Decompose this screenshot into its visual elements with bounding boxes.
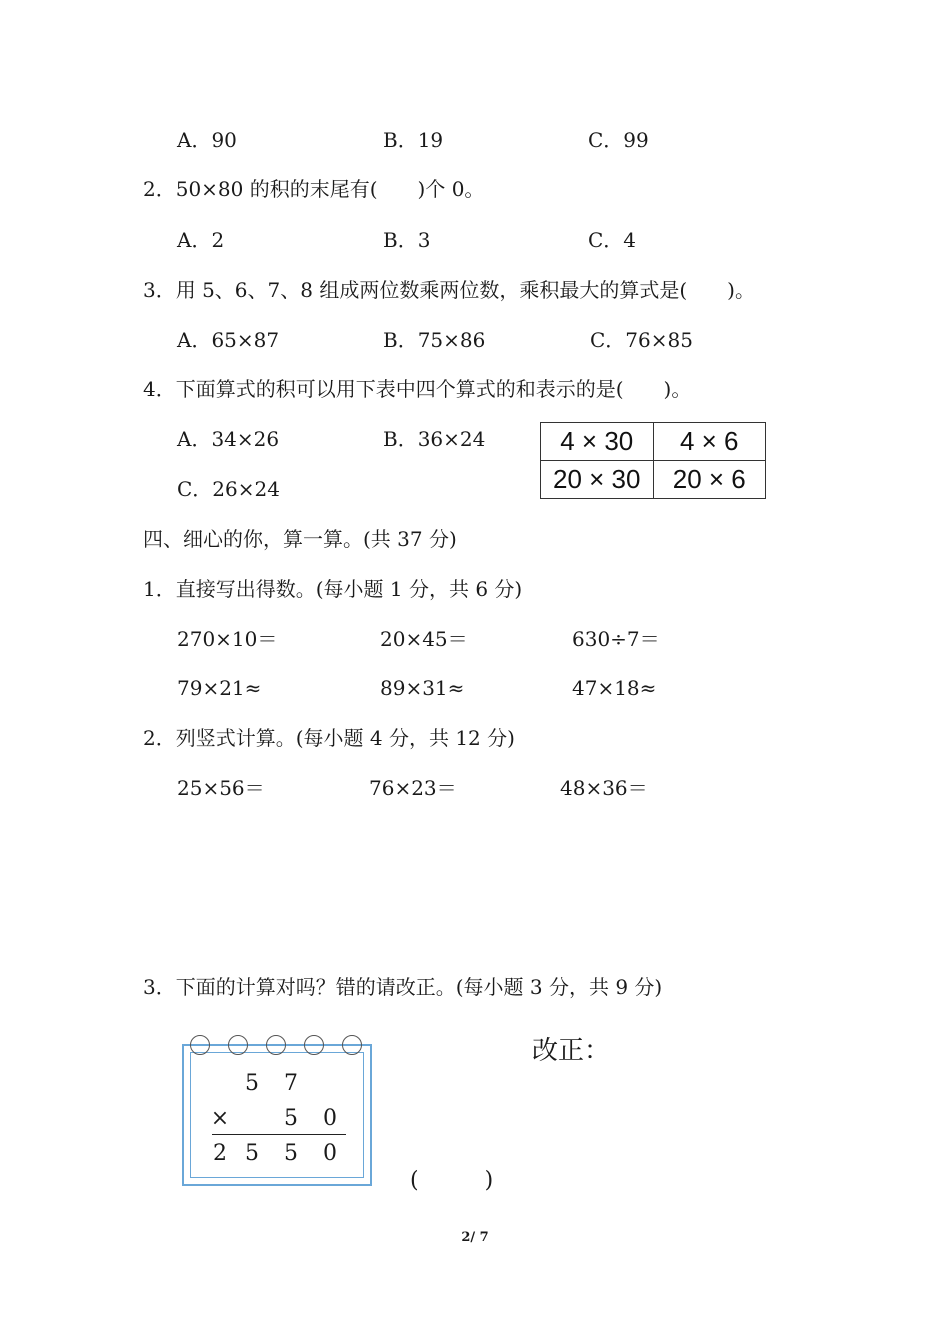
p3-stem: 3．下面的计算对吗？错的请改正。(每小题 3 分，共 9 分) (143, 975, 663, 999)
table-cell: 20 × 6 (653, 461, 766, 499)
p1-item: 79×21≈ (177, 676, 262, 700)
q1-option-c: C．99 (588, 128, 649, 152)
product-table (540, 422, 766, 499)
q3-option-c: C．76×85 (590, 328, 693, 352)
q2-option-c: C．4 (588, 228, 637, 252)
q3-option-a: A．65×87 (177, 328, 280, 352)
section4-title: 四、细心的你，算一算。(共 37 分) (143, 527, 457, 551)
q4-option-a: A．34×26 (177, 427, 280, 451)
q2-stem: 2．50×80 的积的末尾有( )个 0。 (143, 177, 485, 201)
table-cell: 4 × 6 (653, 423, 766, 461)
times-sign: × (210, 1106, 230, 1131)
p1-item: 20×45＝ (380, 627, 468, 651)
p1-item: 270×10＝ (177, 627, 278, 651)
page-number: 2/ 7 (461, 1230, 489, 1245)
q4-option-c: C．26×24 (177, 477, 280, 501)
p2-item: 48×36＝ (560, 776, 648, 800)
q1-option-b: B．19 (383, 128, 444, 152)
table-cell: 4 × 30 (541, 423, 654, 461)
q4-stem: 4．下面算式的积可以用下表中四个算式的和表示的是( )。 (143, 377, 692, 401)
p2-item: 76×23＝ (369, 776, 457, 800)
q1-option-a: A．90 (177, 128, 237, 152)
calc-digit: 2 (213, 1141, 227, 1166)
p2-item: 25×56＝ (177, 776, 265, 800)
calc-digit: 5 (284, 1141, 298, 1166)
ring-icon (342, 1035, 362, 1055)
p1-item: 89×31≈ (380, 676, 465, 700)
correction-label: 改正： (532, 1036, 611, 1066)
q2-option-b: B．3 (383, 228, 431, 252)
q4-option-b: B．36×24 (383, 427, 486, 451)
calc-digit: 0 (323, 1106, 337, 1131)
q2-option-a: A．2 (177, 228, 225, 252)
calc-rule (212, 1134, 346, 1135)
calc-digit: 0 (323, 1141, 337, 1166)
ring-icon (266, 1035, 286, 1055)
q3-stem: 3．用 5、6、7、8 组成两位数乘两位数，乘积最大的算式是( )。 (143, 278, 755, 302)
judge-bracket[interactable]: ( ) (410, 1168, 494, 1193)
ring-icon (190, 1035, 210, 1055)
p1-stem: 1．直接写出得数。(每小题 1 分，共 6 分) (143, 577, 523, 601)
calc-digit: 5 (284, 1106, 298, 1131)
ring-icon (304, 1035, 324, 1055)
p1-item: 630÷7＝ (572, 627, 660, 651)
p2-stem: 2．列竖式计算。(每小题 4 分，共 12 分) (143, 726, 515, 750)
calc-digit: 5 (245, 1141, 259, 1166)
calc-digit: 5 (245, 1071, 259, 1096)
q3-option-b: B．75×86 (383, 328, 486, 352)
calc-digit: 7 (284, 1071, 298, 1096)
table-cell: 20 × 30 (541, 461, 654, 499)
ring-icon (228, 1035, 248, 1055)
p1-item: 47×18≈ (572, 676, 657, 700)
